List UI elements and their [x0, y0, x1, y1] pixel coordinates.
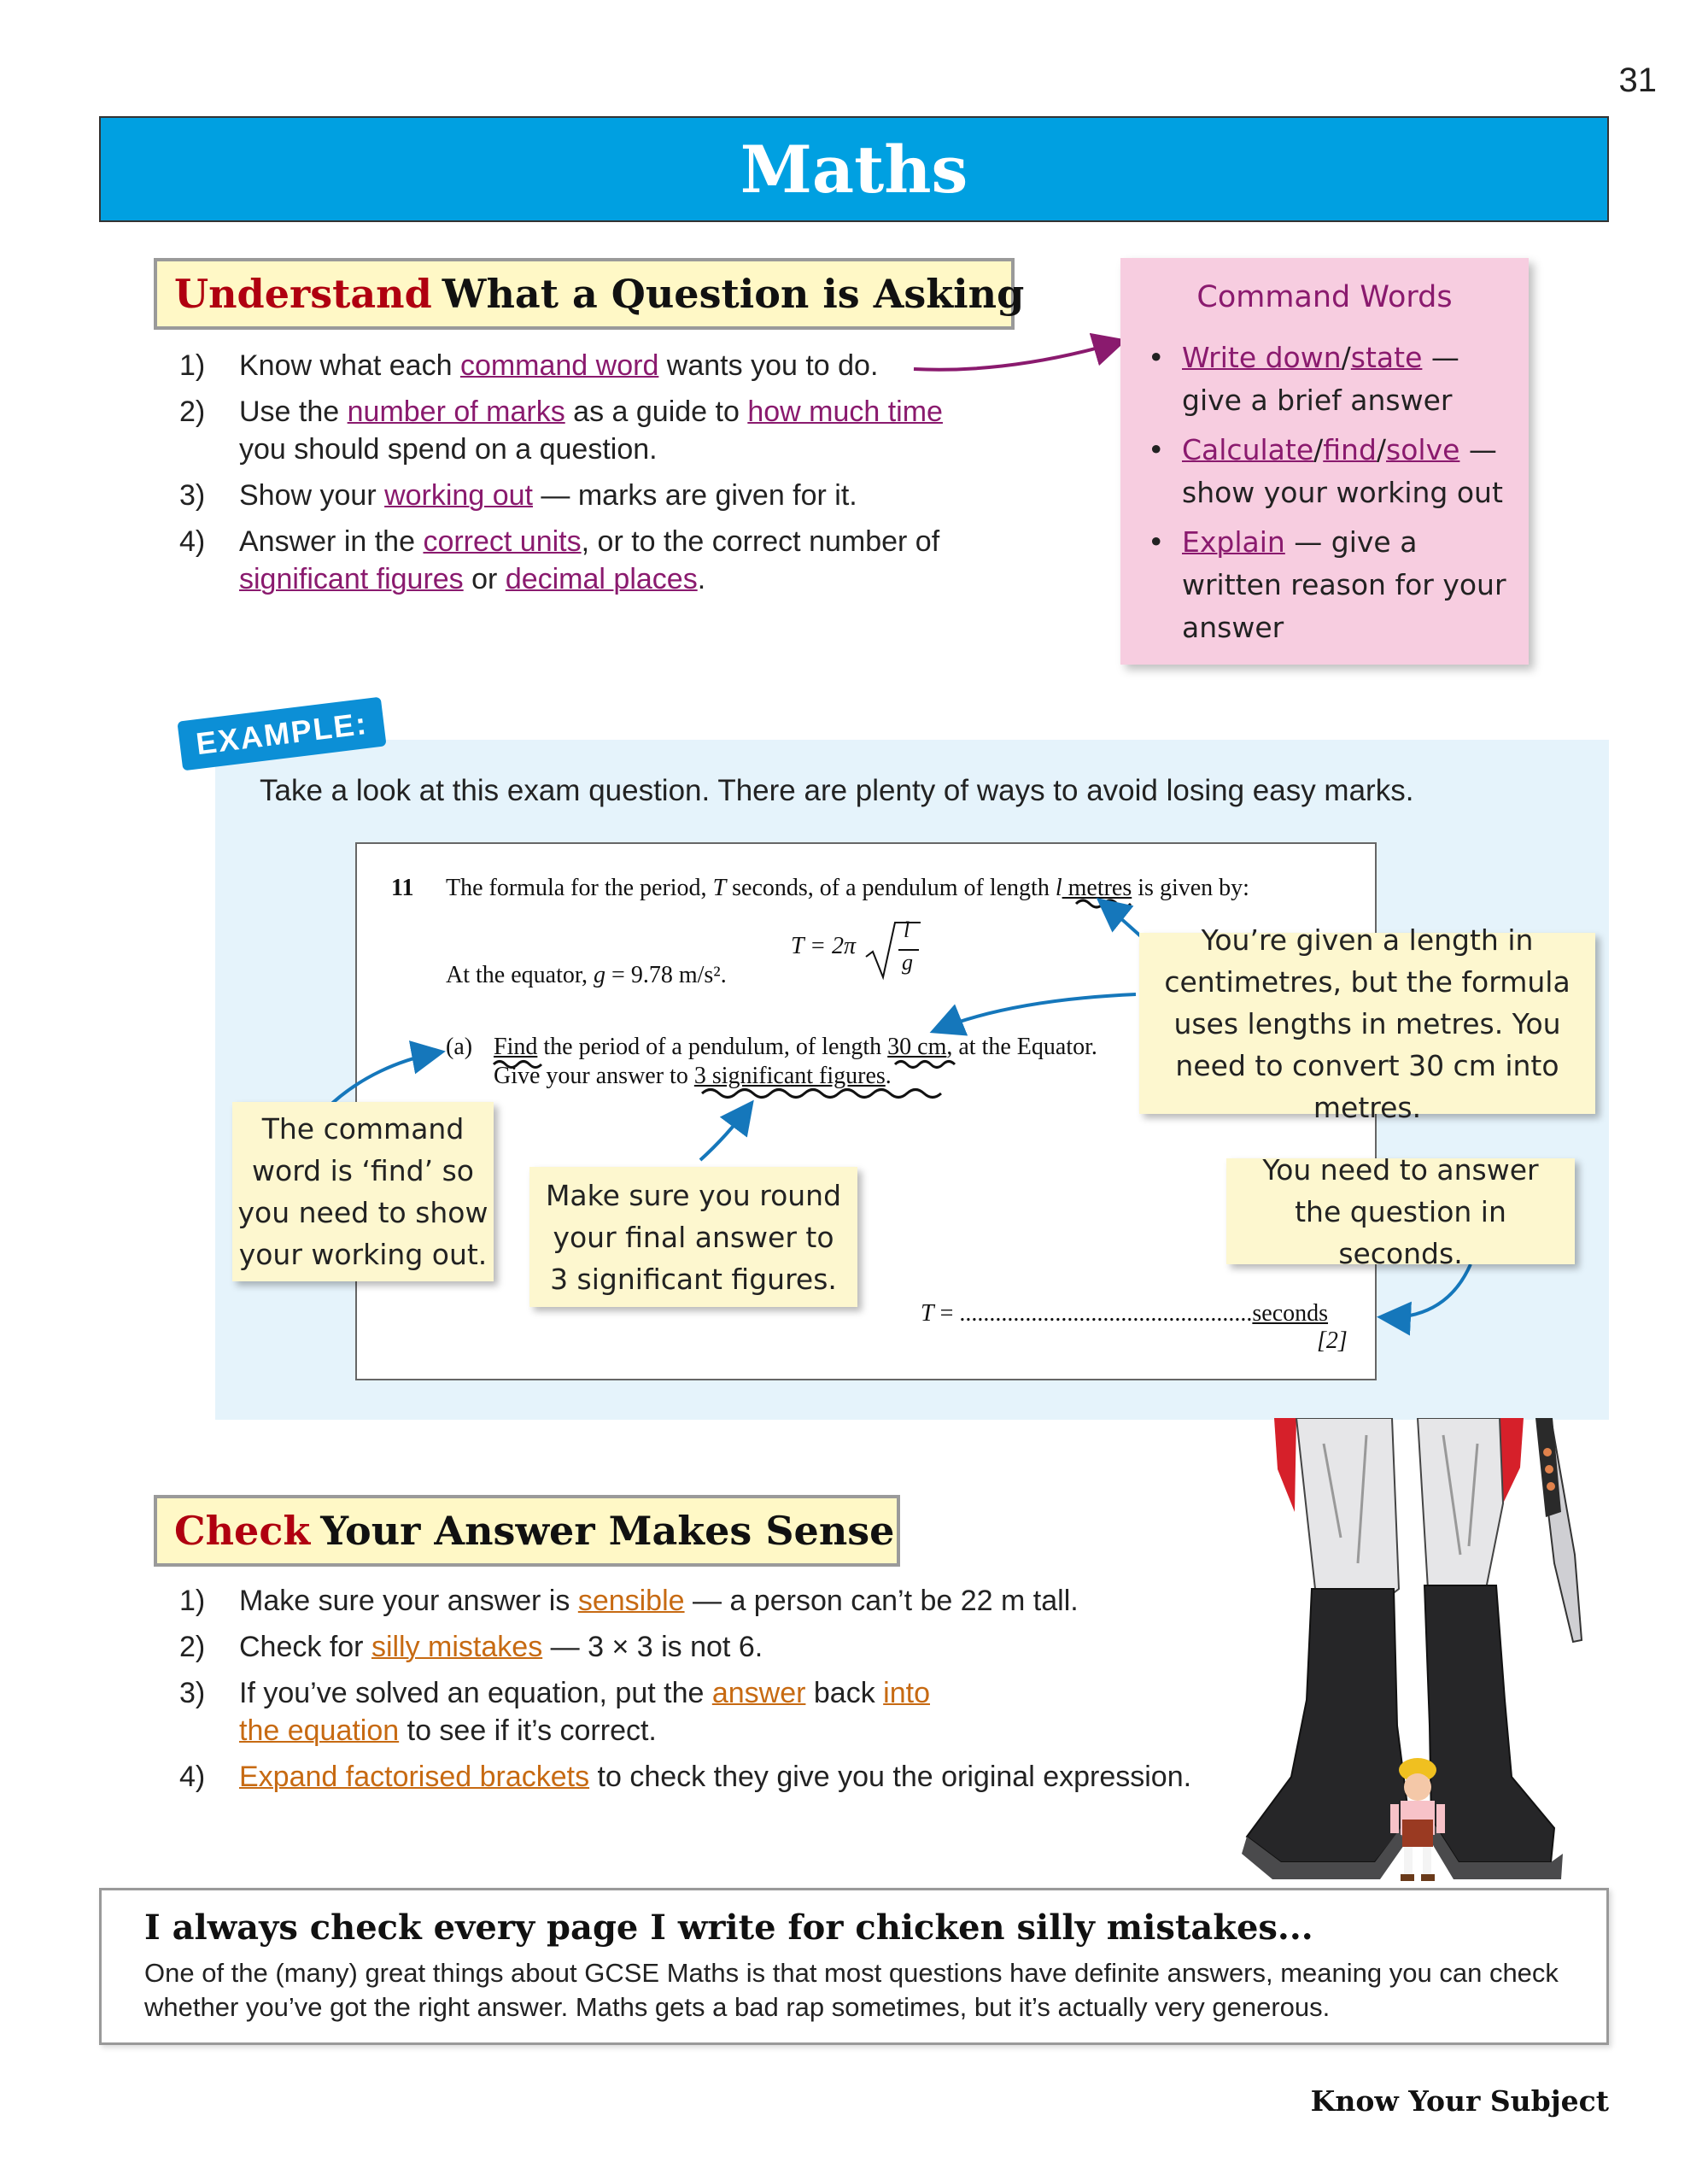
list-item: 4) Expand factorised brackets to check they give you the original expression.	[179, 1761, 1192, 1793]
term-link: into the equation	[239, 1677, 930, 1747]
term-link: sensible	[577, 1585, 685, 1617]
term-link: Expand factorised brackets	[239, 1761, 590, 1793]
example-tag: EXAMPLE:	[177, 697, 386, 771]
section-heading-check	[154, 1495, 900, 1567]
term-link: number of marks	[347, 396, 565, 428]
page-number: 31	[1618, 62, 1657, 99]
list-item: 3) If you’ve solved an equation, put the answer back into the equation to see if it’s correct.	[179, 1677, 930, 1747]
list-item: 2) Use the number of marks as a guide to how much time you should spend on a question.	[179, 396, 943, 466]
command-word-item: • Write down/state — give a brief answer	[1143, 337, 1506, 422]
summary-title: I always check every page I write for chicken silly mistakes...	[144, 1908, 1313, 1948]
term-link: significant figures	[239, 563, 464, 595]
list-item: 1) Make sure your answer is sensible — a person can’t be 22 m tall.	[179, 1585, 1079, 1617]
part-label: (a)	[446, 1034, 473, 1060]
term-link: correct units	[423, 525, 582, 558]
note-round-answer: Make sure you round your final answer to 3 significant figures.	[529, 1167, 857, 1307]
example-intro: Take a look at this exam question. There are plenty of ways to avoid losing easy marks.	[260, 774, 1414, 807]
question-text: The formula for the period, T seconds, of a pendulum of length l metres is given by:	[446, 875, 1249, 901]
equator-info: At the equator, g = 9.78 m/s².	[446, 962, 727, 988]
heading-text: What a Question is Asking	[442, 271, 1025, 317]
check-list	[179, 1582, 1247, 1804]
formula-denominator: g	[902, 950, 913, 975]
list-item: 4) Answer in the correct units, or to the correct number of significant figures or decimal places.	[179, 525, 940, 595]
term-link: answer	[711, 1677, 806, 1709]
formula-numerator: l	[904, 917, 910, 942]
page-title: Maths	[740, 131, 968, 208]
summary-text: One of the (many) great things about GCSE Maths is that most questions have definite answers, meaning you can check whether you’ve got the right answer. Maths gets a bad rap sometimes, but it’s actually very generous.	[144, 1958, 1559, 2022]
term-link: silly mistakes	[371, 1631, 543, 1663]
heading-keyword: Check	[174, 1508, 311, 1554]
term-link: command word	[459, 349, 659, 382]
part-a-line2: Give your answer to 3 significant figures.	[494, 1063, 892, 1089]
summary-box	[99, 1888, 1609, 2045]
part-a-line1: Find the period of a pendulum, of length 30 cm, at the Equator.	[494, 1034, 1097, 1060]
command-words-title: Command Words	[1196, 280, 1453, 314]
list-item: 2) Check for silly mistakes — 3 × 3 is not 6.	[179, 1631, 763, 1663]
command-word-item: • Explain — give a written reason for your answer	[1143, 521, 1506, 649]
answer-line: T = .................................................seconds	[921, 1300, 1329, 1327]
list-item: 1) Know what each command word wants you to do.	[179, 349, 879, 382]
giant-boots-illustration	[1230, 1418, 1606, 1896]
term-link: working out	[384, 479, 533, 512]
heading-keyword: Understand	[174, 271, 432, 317]
note-convert-length: You’re given a length in centimetres, but the formula uses lengths in metres. You need to convert 30 cm into metres.	[1139, 933, 1595, 1114]
heading-text: Your Answer Makes Sense	[320, 1508, 895, 1554]
marks: [2]	[1317, 1327, 1348, 1354]
list-item: 3) Show your working out — marks are given for it.	[179, 479, 857, 512]
note-seconds: You need to answer the question in seconds.	[1226, 1158, 1575, 1264]
section-label: Know Your Subject	[1310, 2084, 1609, 2118]
command-word-item: • Calculate/find/solve — show your working out	[1143, 429, 1506, 514]
question-number: 11	[391, 875, 414, 901]
formula-lhs: T = 2π	[791, 933, 856, 959]
term-link: decimal places	[505, 563, 698, 595]
term-link: how much time	[747, 396, 943, 428]
note-command-word: The command word is ‘find’ so you need to show your working out.	[232, 1102, 494, 1281]
